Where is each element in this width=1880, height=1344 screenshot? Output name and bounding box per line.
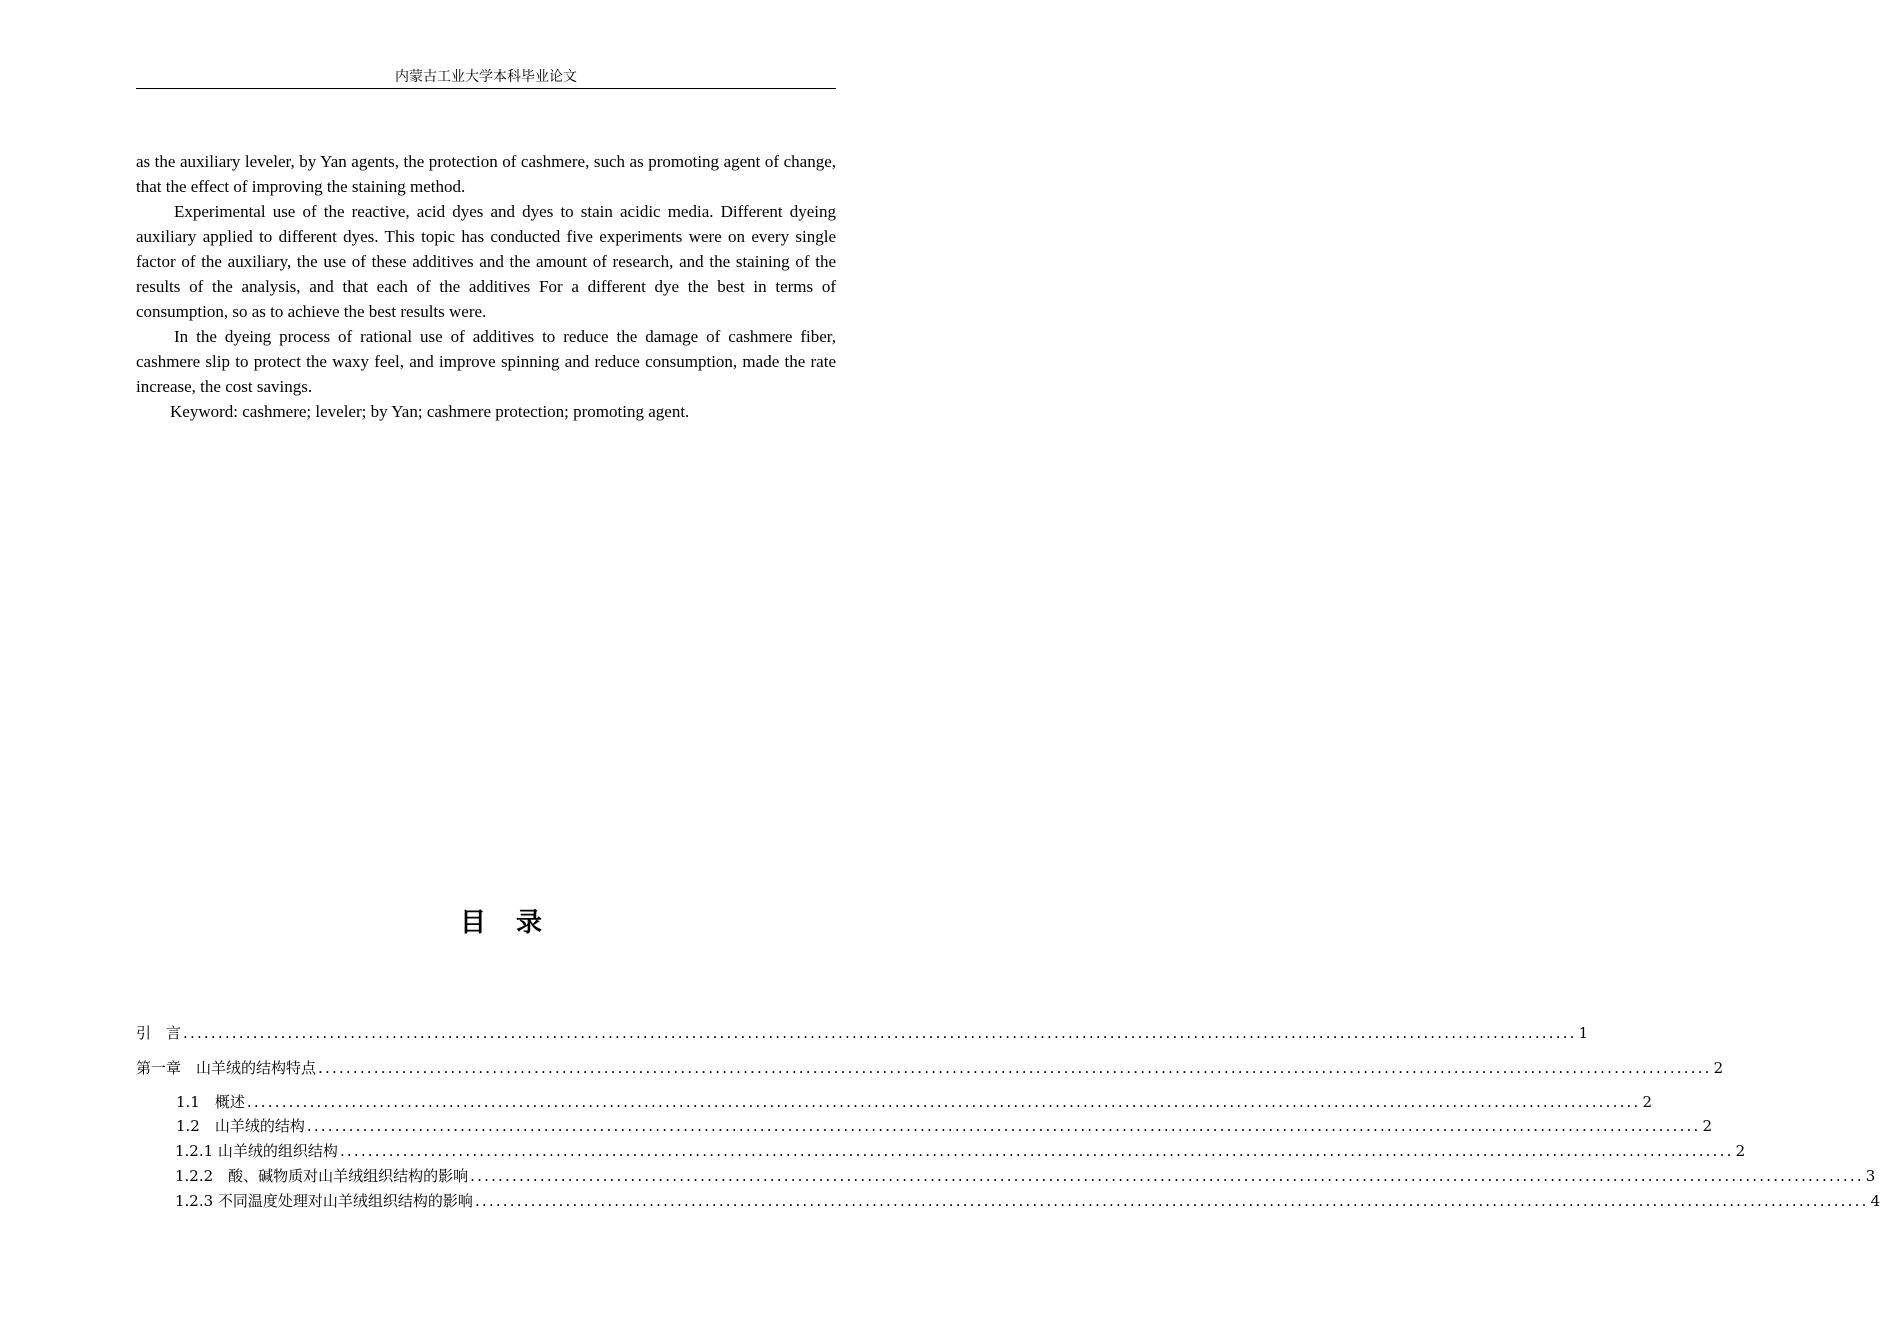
- toc-entry-page: 2: [1702, 1117, 1713, 1135]
- abstract-paragraph-2: Experimental use of the reactive, acid dyes and dyes to stain acidic media. Different dyeing auxiliary applied to different dyes. This topic has conducted five experiments were on every single factor of the auxiliary, the use of these additives and the amount of research, and the staining of the results of the analysis, and that each of the additives For a different dye the best in terms of consumption, so as to achieve the best results were.: [136, 202, 836, 321]
- header-title: 内蒙古工业大学本科毕业论文: [395, 69, 577, 85]
- toc-entry-page: 2: [1713, 1059, 1724, 1077]
- keywords-line: Keyword: cashmere; leveler; by Yan; cashmere protection; promoting agent.: [170, 402, 690, 421]
- toc-leader-dots: ........................................................................................................................................................................................................: [306, 1117, 1701, 1135]
- toc-entry-page: 1: [1578, 1024, 1589, 1042]
- toc-title: 目录: [459, 908, 572, 938]
- toc-entry-page: 2: [1642, 1093, 1653, 1111]
- toc-entry[interactable]: [136, 1057, 1724, 1079]
- abstract-paragraph-1: as the auxiliary leveler, by Yan agents, the protection of cashmere, such as promoting agent of change, that the effect of improving the staining method.: [136, 152, 836, 196]
- toc-entry-label: 1.1 概述: [176, 1093, 245, 1111]
- toc-entry-label: 1.2 山羊绒的结构: [176, 1117, 305, 1135]
- abstract-section: [136, 149, 836, 424]
- toc-entry[interactable]: [156, 1091, 1653, 1113]
- toc-entry-page: 3: [1865, 1167, 1876, 1185]
- toc-entry-label: 第一章 山羊绒的结构特点: [136, 1059, 317, 1077]
- toc-leader-dots: ........................................................................................................................................................................................................: [339, 1142, 1734, 1160]
- toc-entry[interactable]: [175, 1190, 1880, 1212]
- toc-entry[interactable]: [156, 1115, 1713, 1137]
- toc-entry[interactable]: [175, 1140, 1746, 1162]
- abstract-paragraph-3: In the dyeing process of rational use of additives to reduce the damage of cashmere fiber, cashmere slip to protect the waxy feel, and improve spinning and reduce consumption, made the rate increase, the cost savings.: [136, 327, 836, 396]
- header-rule: [136, 88, 836, 89]
- toc-leader-dots: ........................................................................................................................................................................................................: [183, 1024, 1577, 1042]
- toc-leader-dots: ........................................................................................................................................................................................................: [318, 1059, 1712, 1077]
- toc-entry-label: 引 言: [136, 1024, 182, 1042]
- toc-entry-label: 1.2.2 酸、碱物质对山羊绒组织结构的影响: [175, 1167, 469, 1185]
- toc-entry-page: 4: [1870, 1192, 1880, 1210]
- toc-leader-dots: ........................................................................................................................................................................................................: [474, 1192, 1869, 1210]
- toc-leader-dots: ........................................................................................................................................................................................................: [470, 1167, 1864, 1185]
- toc-entry[interactable]: [136, 1022, 1589, 1044]
- toc-entry[interactable]: [175, 1165, 1876, 1187]
- toc-entry-label: 1.2.3 不同温度处理对山羊绒组织结构的影响: [175, 1192, 473, 1210]
- toc-entry-page: 2: [1735, 1142, 1746, 1160]
- toc-entry-label: 1.2.1 山羊绒的组织结构: [175, 1142, 338, 1160]
- toc-leader-dots: ........................................................................................................................................................................................................: [246, 1093, 1641, 1111]
